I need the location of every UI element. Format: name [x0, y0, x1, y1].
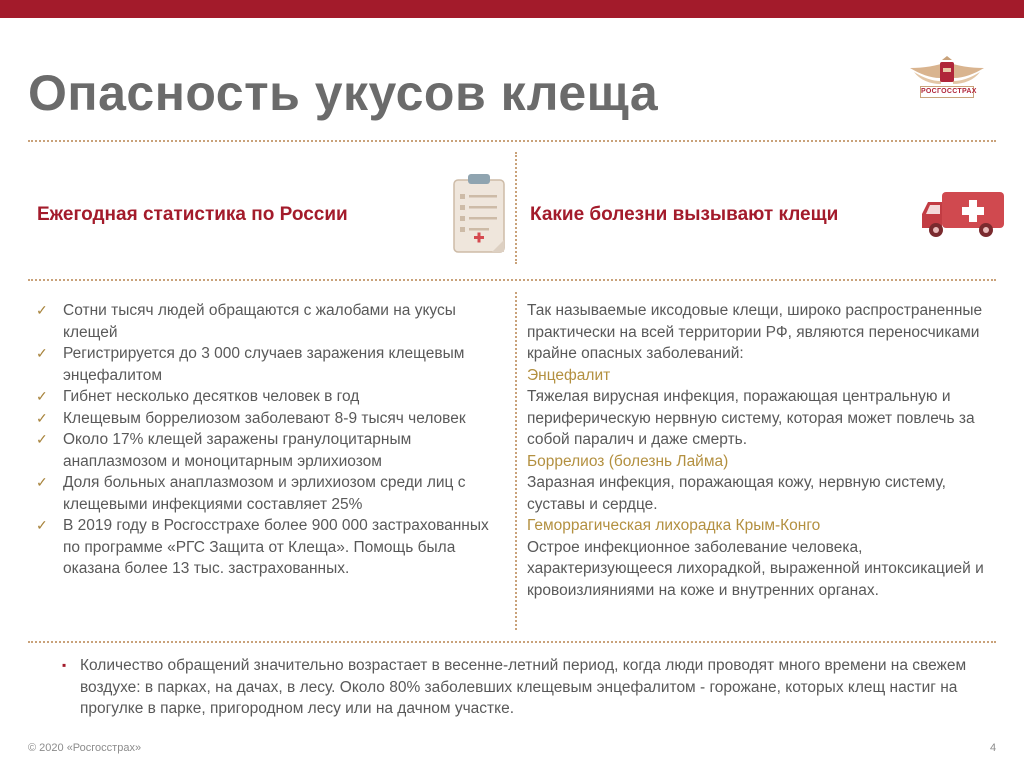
disease-name: Боррелиоз (болезнь Лайма): [527, 452, 729, 470]
list-item: ✓ Гибнет несколько десятков человек в год: [36, 386, 506, 408]
disease-description: Заразная инфекция, поражающая кожу, нервную систему, суставы и сердце.: [527, 474, 946, 513]
divider-top: [28, 140, 996, 142]
clipboard-icon: [452, 172, 510, 256]
diseases-intro: Так называемые иксодовые клещи, широко распространенные практически на всей территории РФ, являются переносчиками крайне опасных заболеваний:: [527, 302, 983, 362]
disease-description: Тяжелая вирусная инфекция, поражающая центральную и периферическую нервную систему, которая может повлечь за собой паралич и даже смерть.: [527, 388, 975, 448]
rosgosstrakh-logo: [906, 56, 988, 102]
checkmark-icon: ✓: [36, 388, 48, 404]
checkmark-icon: ✓: [36, 302, 48, 318]
disease-name: Геморрагическая лихорадка Крым-Конго: [527, 517, 821, 534]
list-item: ✓ В 2019 году в Росгосстрахе более 900 000 застрахованных по программе «РГС Защита от Клеща». Помощь была оказана более 13 тыс. застрахованных.: [36, 517, 489, 577]
checkmark-icon: ✓: [36, 517, 48, 533]
divider-bottom: [28, 641, 996, 643]
divider-mid: [28, 279, 996, 281]
left-section-heading: Ежегодная статистика по России: [37, 204, 348, 225]
top-brand-bar: [0, 0, 1024, 18]
checkmark-icon: ✓: [36, 474, 48, 490]
right-section-heading: Какие болезни вызывают клещи: [530, 204, 839, 225]
logo-text: РОСГОССТРАХ: [920, 86, 974, 98]
diseases-column: [527, 300, 997, 601]
checkmark-icon: ✓: [36, 431, 48, 447]
bottom-note: [62, 655, 1002, 720]
list-item: ✓ Доля больных анаплазмозом и эрлихиозом среди лиц с клещевыми инфекциями составляет 25%: [36, 474, 466, 513]
square-bullet-icon: ▪: [62, 658, 67, 672]
list-item: ✓ Около 17% клещей заражены гранулоцитарным анаплазмозом и моноцитарным эрлихиозом: [36, 431, 412, 470]
column-divider-lower: [515, 292, 517, 630]
disease-description: Острое инфекционное заболевание человека, характеризующееся лихорадкой, выраженной интоксикацией и кровоизлияниями на коже и внутренних органах.: [527, 538, 984, 599]
checkmark-icon: ✓: [36, 409, 48, 426]
statistics-list: [36, 300, 506, 580]
checkmark-icon: ✓: [36, 345, 48, 361]
disease-name: Энцефалит: [527, 366, 611, 384]
ambulance-icon: [920, 190, 1006, 240]
page-number: 4: [990, 742, 997, 754]
bottom-note-text: Количество обращений значительно возрастает в весенне-летний период, когда люди проводят много времени на свежем воздухе: в парках, на дачах, в лесу. Около 80% заболевших клещевым энцефалитом - горожане, которых клещ настиг на прогулке в парке, пригородном лесу или на дачном участке.: [80, 657, 967, 717]
list-item: ✓ Клещевым боррелиозом заболевают 8-9 тысяч человек: [36, 408, 506, 430]
list-item: ✓ Сотни тысяч людей обращаются с жалобами на укусы клещей: [36, 302, 456, 341]
slide-title: Опасность укусов клеща: [28, 65, 659, 121]
footer-copyright: © 2020 «Росгосстрах»: [28, 742, 142, 754]
list-item: ✓ Регистрируется до 3 000 случаев заражения клещевым энцефалитом: [36, 345, 465, 384]
column-divider-upper: [515, 152, 517, 264]
